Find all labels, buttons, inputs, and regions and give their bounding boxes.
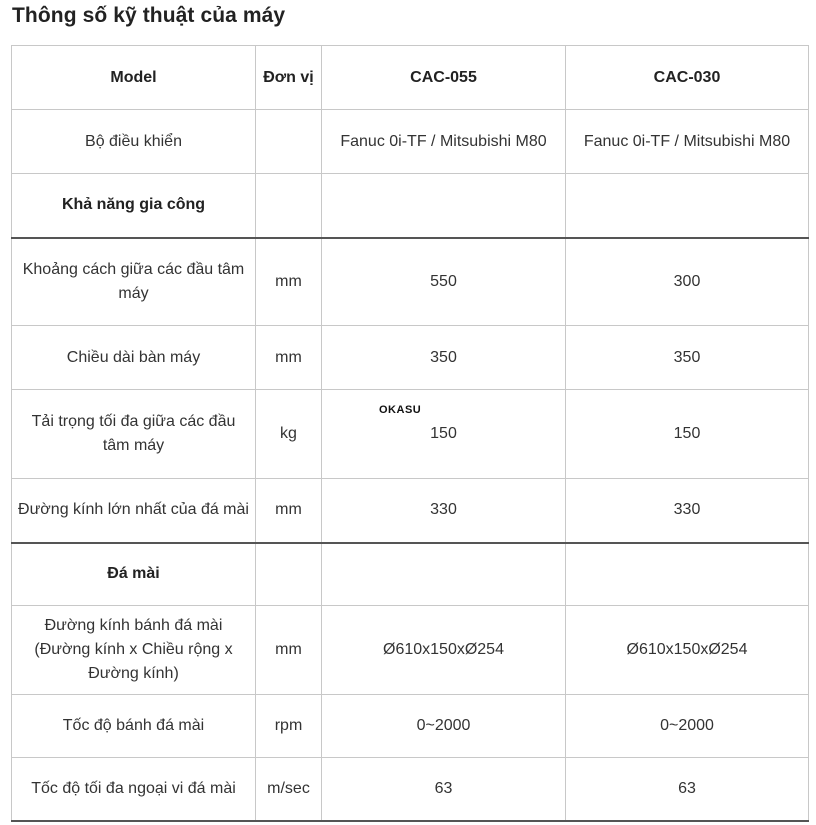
row-label: Bộ điều khiển: [12, 110, 256, 174]
header-unit: Đơn vị: [256, 46, 322, 110]
row-value-2: 150: [566, 390, 809, 479]
row-label: Tốc độ bánh đá mài: [12, 695, 256, 758]
table-row: [12, 326, 809, 390]
row-value-2: 0~2000: [566, 695, 809, 758]
table-row: [12, 606, 809, 695]
row-value-1: 0~2000: [322, 695, 566, 758]
table-header-row: [12, 46, 809, 110]
row-unit: rpm: [256, 695, 322, 758]
header-col2: CAC-030: [566, 46, 809, 110]
row-value-2: 63: [566, 758, 809, 821]
row-value-1: [322, 543, 566, 606]
table-row: [12, 695, 809, 758]
row-value-1: 150: [322, 390, 566, 479]
table-row: [12, 758, 809, 821]
row-label: Chiều dài bàn máy: [12, 326, 256, 390]
header-col1: CAC-055: [322, 46, 566, 110]
row-label: Khoảng cách giữa các đầu tâm máy: [12, 238, 256, 326]
row-value-1: Fanuc 0i-TF / Mitsubishi M80: [322, 110, 566, 174]
row-unit: kg: [256, 390, 322, 479]
row-value-2: [566, 543, 809, 606]
okasu-watermark-logo: OKASU: [379, 404, 422, 416]
row-value-1: 350: [322, 326, 566, 390]
row-label: Tải trọng tối đa giữa các đầu tâm máy: [12, 390, 256, 479]
row-unit: [256, 543, 322, 606]
table-row: [12, 238, 809, 326]
row-label: Đường kính lớn nhất của đá mài: [12, 479, 256, 543]
row-label: Tốc độ tối đa ngoại vi đá mài: [12, 758, 256, 821]
section-row: [12, 543, 809, 606]
header-model: Model: [12, 46, 256, 110]
row-value-1: [322, 174, 566, 238]
table-row: [12, 390, 809, 479]
row-value-2: Fanuc 0i-TF / Mitsubishi M80: [566, 110, 809, 174]
row-unit: mm: [256, 479, 322, 543]
table-row: [12, 110, 809, 174]
section-label: Đá mài: [12, 543, 256, 606]
row-value-1: Ø610x150xØ254: [322, 606, 566, 695]
row-unit: [256, 110, 322, 174]
row-value-2: Ø610x150xØ254: [566, 606, 809, 695]
row-unit: [256, 174, 322, 238]
row-label: Đường kính bánh đá mài (Đường kính x Chiều rộng x Đường kính): [12, 606, 256, 695]
row-unit: mm: [256, 238, 322, 326]
row-unit: m/sec: [256, 758, 322, 821]
section-label: Khả năng gia công: [12, 174, 256, 238]
row-value-2: 300: [566, 238, 809, 326]
section-row: [12, 174, 809, 238]
row-value-1: 550: [322, 238, 566, 326]
row-unit: mm: [256, 606, 322, 695]
table-row: [12, 479, 809, 543]
row-value-1: 330: [322, 479, 566, 543]
row-value-1: 63: [322, 758, 566, 821]
row-value-2: [566, 174, 809, 238]
page-title: Thông số kỹ thuật của máy: [12, 4, 286, 27]
row-value-2: 330: [566, 479, 809, 543]
spec-table: [11, 45, 809, 822]
row-value-2: 350: [566, 326, 809, 390]
row-unit: mm: [256, 326, 322, 390]
